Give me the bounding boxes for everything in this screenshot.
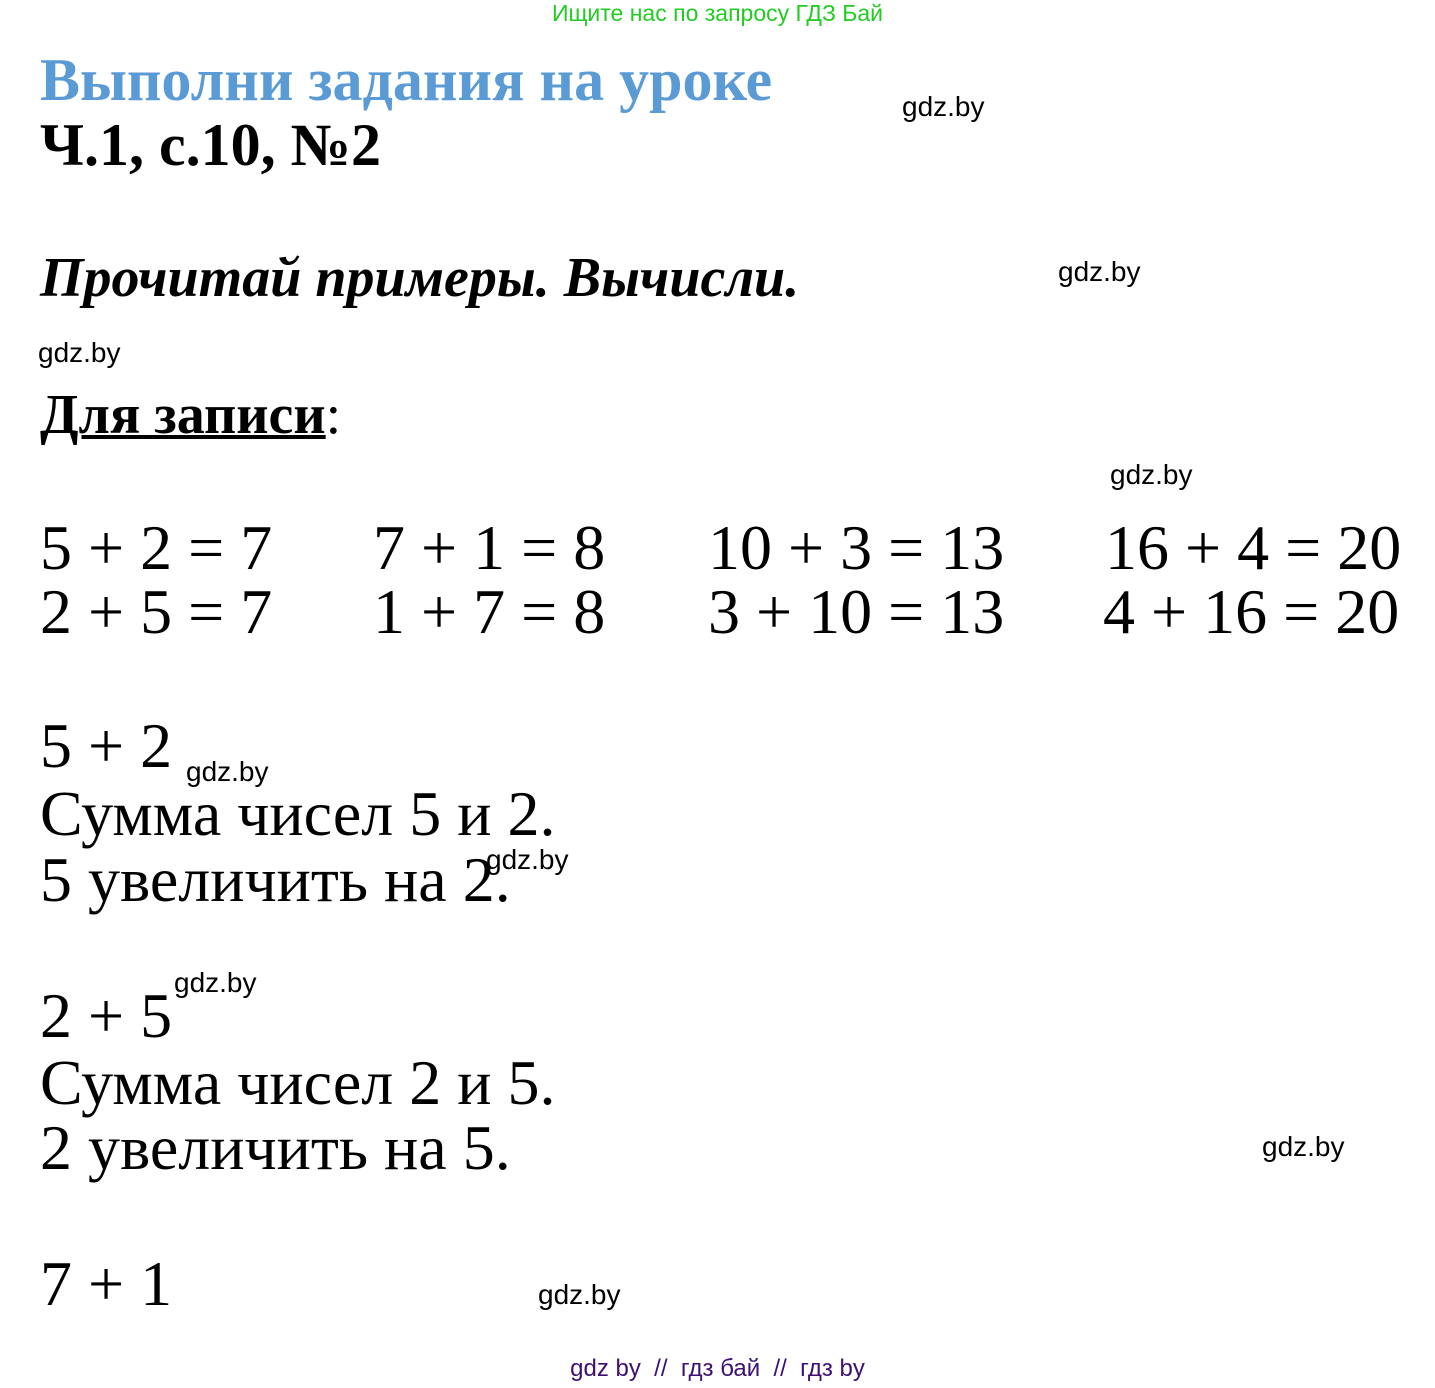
record-colon: : — [325, 384, 342, 446]
explanation-line: 2 увеличить на 5. — [40, 1112, 511, 1183]
watermark: gdz.by — [902, 91, 985, 122]
equation: 3 + 10 = 13 — [708, 576, 1005, 647]
explanation-line: 5 увеличить на 2. — [40, 844, 511, 915]
watermark: gdz.by — [538, 1279, 621, 1310]
equation: 1 + 7 = 8 — [373, 576, 606, 647]
equation: 5 + 2 = 7 — [40, 512, 273, 583]
equation: 2 + 5 = 7 — [40, 576, 273, 647]
equation: 7 + 1 = 8 — [373, 512, 606, 583]
expression: 2 + 5 — [40, 980, 173, 1051]
watermark: gdz.by — [1262, 1131, 1345, 1162]
top-banner: Ищите нас по запросу ГДЗ Бай — [551, 0, 884, 26]
page-title: Выполни задания на уроке — [40, 47, 773, 113]
explanation-line: Сумма чисел 2 и 5. — [40, 1047, 556, 1118]
watermark: gdz.by — [38, 337, 121, 368]
watermark: gdz.by — [174, 967, 257, 998]
record-heading — [40, 384, 342, 446]
equation: 16 + 4 = 20 — [1105, 512, 1402, 583]
footer-watermark: gdz by // гдз бай // гдз by — [570, 1355, 865, 1382]
watermark: gdz.by — [1110, 459, 1193, 490]
watermark: gdz.by — [1058, 256, 1141, 287]
watermark: gdz.by — [186, 756, 269, 787]
explanation-line: Сумма чисел 5 и 2. — [40, 778, 556, 849]
equation: 10 + 3 = 13 — [708, 512, 1005, 583]
expression: 7 + 1 — [40, 1248, 173, 1319]
exercise-reference: Ч.1, с.10, №2 — [40, 112, 381, 178]
equation: 4 + 16 = 20 — [1103, 576, 1400, 647]
record-label: Для записи — [40, 384, 326, 446]
expression: 5 + 2 — [40, 710, 173, 781]
task-instruction: Прочитай примеры. Вычисли. — [40, 247, 800, 309]
watermark: gdz.by — [486, 844, 569, 875]
